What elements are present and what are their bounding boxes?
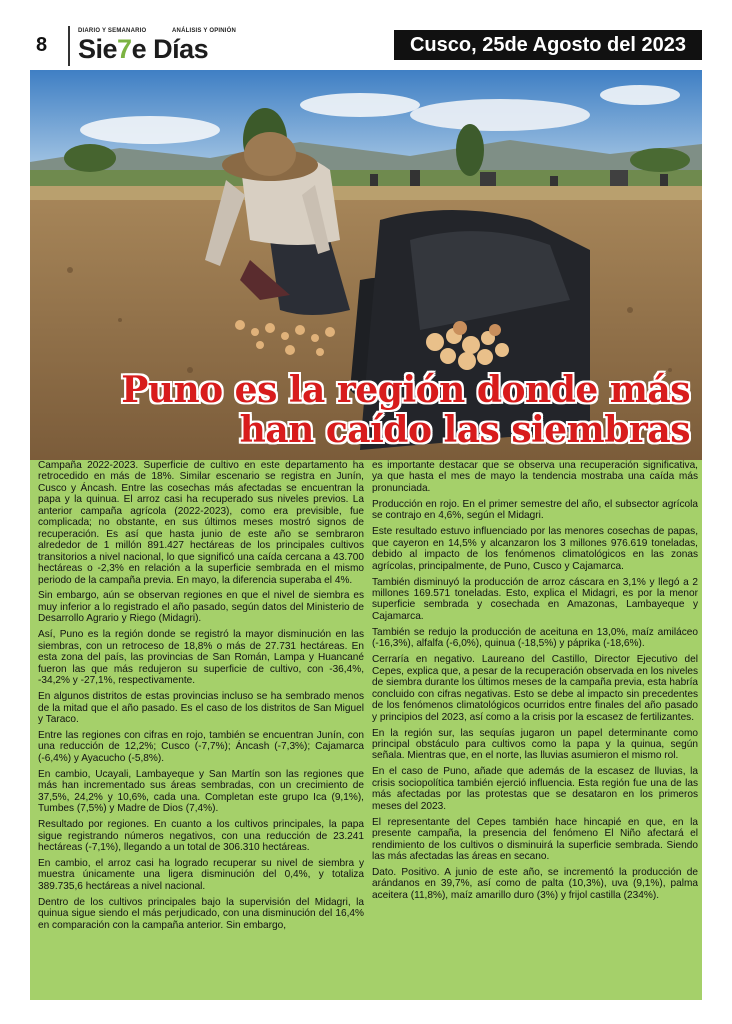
paragraph: El representante del Cepes también hace hincapié en que, en la presente campaña, la presencia del fenómeno El Niño afectará el rendimiento de los cultivos o disminuirá la superficie sembrada. Siendo las más afectadas las áreas en secano. — [372, 816, 698, 863]
paragraph: También se redujo la producción de aceituna en 13,0%, maíz amiláceo (-16,3%), alfalfa (-6,0%), quinua (-18,5%) y páprika (-18,6%). — [372, 626, 698, 650]
paragraph: En cambio, el arroz casi ha logrado recuperar su nivel de siembra y muestra únicamente una ligera disminución del 0,4%, y totaliza 389.735,6 hectáreas a nivel nacional. — [38, 858, 364, 892]
paragraph: Cerraría en negativo. Laureano del Castillo, Director Ejecutivo del Cepes, explica que, a pesar de la recuperación observada en los niveles de siembra durante los últimos meses de la campaña previa, esta habría concluido con cifras negativas. Esto se debe al impacto sin precedentes de los fenómenos climatológicos ocurridos entre finales del año pasado y principios del 2023, así como a la crisis por la escasez de fertilizantes. — [372, 654, 698, 723]
masthead-tag-right: ANÁLISIS Y OPINIÓN — [172, 28, 237, 34]
article-column-left — [38, 460, 364, 936]
page-number: 8 — [36, 34, 48, 56]
brand-part1: Sie — [78, 34, 118, 64]
paragraph: En el caso de Puno, añade que además de la escasez de lluvias, la crisis sociopolítica también ejerció influencia. Esta región fue una de las más afectadas por las protestas que se desataron en los primeros meses del 2023. — [372, 766, 698, 812]
paragraph: Campaña 2022-2023. Superficie de cultivo en este departamento ha retrocedido en más de 18%. Similar escenario se registra en Junín, Cusco y Áncash. Entre las cosechas más afectadas se encuentran la papa y la quinua. El arroz casi ha recuperado sus niveles previos. La anterior campaña agrícola (2022-2023), como era previsible, fue complicada; no obstante, en sus últimos meses mostró signos de recuperación. Es así que hasta junio de este año se sembraron alrededor de 1 millón 891.427 hectáreas de los principales cultivos transitorios a nivel nacional, lo que significó una caída cercana a 43.700 hectáreas o -2,3% en relación a la superficie sembrada en el mismo periodo de la campaña previa. En mayo, la diferencia superaba el 4%. — [38, 460, 364, 586]
paragraph: En algunos distritos de estas provincias incluso se ha sembrado menos de la mitad que el año pasado. Es el caso de los distritos de San Miguel y Taraco. — [38, 691, 364, 726]
brand-part2: e — [131, 34, 147, 64]
paragraph: Dato. Positivo. A junio de este año, se incrementó la producción de arándanos en 39,7%, así como de palta (10,3%), uva (9,1%), palma aceitera (11,8%), maíz amarillo duro (3%) y frijol castilla (234%). — [372, 867, 698, 901]
paragraph: Resultado por regiones. En cuanto a los cultivos principales, la papa sigue registrando números negativos, con una reducción de 23.241 hectáreas (-7,1%), llegando a un total de 306.310 hectáreas. — [38, 819, 364, 854]
brand-seven: 7 — [117, 34, 132, 64]
paragraph: Así, Puno es la región donde se registró la mayor disminución en las siembras, con un retroceso de 18,8% o más de 27.731 hectáreas. En esta zona del país, las provincias de San Román, Lampa y Huancané fueron las que más redujeron su superficie de cultivo, con -36,4%, -34,2% y -27,1%, respectivamente. — [38, 629, 364, 687]
masthead-logo — [68, 26, 248, 66]
paragraph: También disminuyó la producción de arroz cáscara en 3,1% y llegó a 2 millones 169.571 toneladas. Esto, explica el Midagri, es por la menor superficie sembrada y cosechada en Amazonas, Lambayeque y Cajamarca. — [372, 576, 698, 622]
brand-part3: Días — [153, 34, 209, 64]
paragraph: Este resultado estuvo influenciado por las menores cosechas de papas, que cayeron en 14,5% y alcanzaron los 3 millones 976.619 toneladas, debido al impacto de los fenómenos climatológicos en las zonas agrícolas, principalmente, de Puno, Cusco y Cajamarca. — [372, 526, 698, 572]
paragraph: En cambio, Ucayali, Lambayeque y San Martín son las regiones que más han incrementado sus áreas sembradas, con un crecimiento de 37,5%, 24,2% y 10,6%, cada una. Completan este grupo Ica (9,1%), Tumbes (7,5%) y Madre de Dios (7,4%). — [38, 768, 364, 815]
paragraph: Entre las regiones con cifras en rojo, también se encuentran Junín, con una reducción de 12,2%; Cusco (-7,7%); Áncash (-7,3%); Cajamarca (-6,4%) y Ayacucho (-5,8%). — [38, 729, 364, 764]
masthead-tag-left: DIARIO Y SEMANARIO — [78, 28, 147, 34]
headline-line-2: han caído las siembras — [239, 409, 690, 451]
paragraph: Dentro de los cultivos principales bajo la supervisión del Midagri, la quinua sigue siendo el más perjudicado, con una disminución del 16,4% en comparación con la campaña anterior. Sin embargo, — [38, 896, 364, 931]
article-body — [30, 460, 702, 1000]
masthead-brand — [78, 34, 208, 65]
paragraph: Producción en rojo. En el primer semestre del año, el subsector agrícola se contrajo en 4,6%, según el Midagri. — [372, 498, 698, 522]
paragraph: Sin embargo, aún se observan regiones en que el nivel de siembra es muy inferior a lo registrado el año pasado, según datos del Ministerio de Desarrollo Agrario y Riego (Midagri). — [38, 590, 364, 625]
article-column-right — [372, 460, 698, 906]
paragraph: es importante destacar que se observa una recuperación significativa, ya que hasta el mes de mayo la tendencia mostraba una caída más pronunciada. — [372, 460, 698, 494]
article-headline — [40, 370, 690, 450]
paragraph: En la región sur, las sequías jugaron un papel determinante como principal obstáculo para cultivos como la papa y la quinua, según señala. Mientras que, en el norte, las lluvias asumieron el mismo rol. — [372, 727, 698, 762]
headline-line-1: Puno es la región donde más — [121, 369, 690, 411]
issue-date: Cusco, 25de Agosto del 2023 — [394, 30, 702, 60]
